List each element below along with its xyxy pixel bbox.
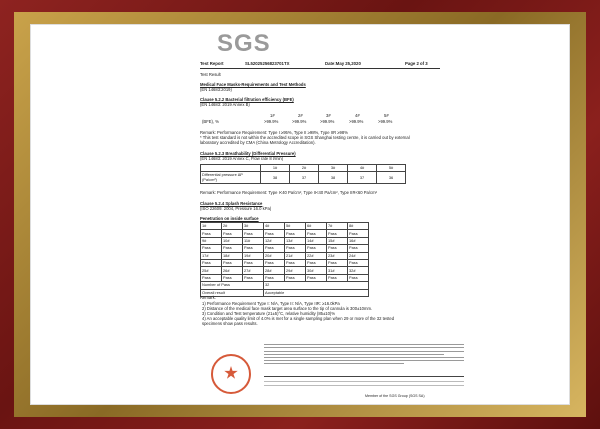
table-cell: 38 xyxy=(261,172,290,184)
table-cell: 10# xyxy=(222,237,243,244)
remark-item: 4) An acceptable quality limit of 4.0% is met for a single sampling plan when 29 or more of the 32 tested xyxy=(202,316,395,321)
table-row xyxy=(201,267,369,274)
table-cell: Pass xyxy=(243,230,264,237)
remark-item: specimens show pass results. xyxy=(202,321,258,326)
table-cell xyxy=(201,165,261,172)
table-cell: Overall result xyxy=(201,289,264,296)
table-cell: 5# xyxy=(285,223,306,230)
table-cell: Pass xyxy=(264,274,285,281)
table-row xyxy=(201,274,369,281)
table-cell: Pass xyxy=(201,230,222,237)
dp-label: Differential pressure ∆P xyxy=(202,172,243,178)
table-cell: 21# xyxy=(285,252,306,259)
table-cell: 3# xyxy=(319,165,348,172)
table-cell: Pass xyxy=(327,245,348,252)
breathability-table xyxy=(200,164,406,184)
table-row xyxy=(201,223,369,230)
report-date: Date:May 25,2020 xyxy=(325,61,361,66)
table-cell: Pass xyxy=(243,245,264,252)
penetration-title: Penetration on inside surface xyxy=(200,216,259,221)
bfe-col: 2# xyxy=(298,113,303,118)
table-row xyxy=(201,245,369,252)
table-cell: 7# xyxy=(327,223,348,230)
table-cell: 14# xyxy=(306,237,327,244)
splash-method: (ISO 22609: 2004, Pressure 16.0 kPa) xyxy=(200,206,272,211)
table-cell: Pass xyxy=(264,245,285,252)
table-cell: 1# xyxy=(261,165,290,172)
table-cell: 2# xyxy=(222,223,243,230)
table-row xyxy=(201,165,406,172)
report-label: Test Report xyxy=(200,61,224,66)
penetration-table xyxy=(200,222,369,297)
splash-title: Clause 5.2.4 Splash Resistance xyxy=(200,201,263,206)
table-cell: 26# xyxy=(222,267,243,274)
table-cell: 4# xyxy=(348,165,377,172)
footer-address xyxy=(264,381,464,382)
table-cell: Pass xyxy=(327,274,348,281)
table-cell: 8# xyxy=(348,223,369,230)
table-cell: 13# xyxy=(285,237,306,244)
table-cell: 3# xyxy=(243,223,264,230)
table-row xyxy=(201,259,369,266)
table-cell: Pass xyxy=(285,274,306,281)
table-cell: 38 xyxy=(319,172,348,184)
bfe-col: 5# xyxy=(384,113,389,118)
table-cell: 1# xyxy=(201,223,222,230)
footer-rule xyxy=(264,376,464,377)
bfe-title: Clause 5.2.2 Bacterial filtration efficiency (BFE) xyxy=(200,97,294,102)
bfe-remark: laboratory accredited by CMA (China Metrology Accreditation). xyxy=(200,140,316,145)
table-cell: Pass xyxy=(306,230,327,237)
table-cell: 29# xyxy=(285,267,306,274)
breathability-title: Clause 5.2.3 Breathability (Differential Pressure) xyxy=(200,151,296,156)
table-cell: Number of Pass xyxy=(201,282,264,289)
bfe-method: (EN 14683: 2019 Annex B) xyxy=(200,102,250,107)
table-cell: Pass xyxy=(348,245,369,252)
bfe-remark: * This test standard is not within the accredited scope in SGS Shanghai testing centre, it is carried out by external xyxy=(200,135,410,140)
table-cell: Pass xyxy=(306,259,327,266)
bfe-value: >99.9% xyxy=(349,119,364,124)
table-cell: Pass xyxy=(285,230,306,237)
table-cell: 36 xyxy=(377,172,406,184)
member-line: Member of the SGS Group (SGS SA) xyxy=(365,394,425,398)
table-cell: Pass xyxy=(222,274,243,281)
header-rule xyxy=(200,68,440,69)
table-cell: Pass xyxy=(306,245,327,252)
section-title: Medical Face Masks-Requirements and Test Methods xyxy=(200,82,306,87)
table-cell: 11# xyxy=(243,237,264,244)
bfe-col: 4# xyxy=(355,113,360,118)
report-number: SL52025256823701TX xyxy=(245,61,290,66)
table-cell: Pass xyxy=(201,259,222,266)
table-cell: 20# xyxy=(264,252,285,259)
remark-item: 1) Performance Requirement Type I: N/A, Type II: N/A, Type IIR: ≥16.0kPa xyxy=(202,301,340,306)
bfe-row-label: (BFE), % xyxy=(202,119,219,124)
table-cell: Acceptable xyxy=(264,289,369,296)
bfe-value: >99.9% xyxy=(378,119,393,124)
table-cell: 12# xyxy=(264,237,285,244)
breathability-method: (EN 14683: 2019 Annex C, Flow rate 8 l/min) xyxy=(200,156,284,161)
table-cell: 24# xyxy=(348,252,369,259)
bfe-value: >99.9% xyxy=(292,119,307,124)
table-cell: Pass xyxy=(264,230,285,237)
table-cell: 2# xyxy=(290,165,319,172)
table-cell: 23# xyxy=(327,252,348,259)
table-cell: 30# xyxy=(306,267,327,274)
bfe-value: >99.9% xyxy=(264,119,279,124)
table-cell: Pass xyxy=(327,230,348,237)
table-cell: 6# xyxy=(306,223,327,230)
table-cell: 4# xyxy=(264,223,285,230)
table-cell: Pass xyxy=(222,259,243,266)
remark-item: 2) Distance of the medical face mask target area surface to the tip of cannula is 300±10mm. xyxy=(202,306,373,311)
table-cell: 37 xyxy=(348,172,377,184)
table-row xyxy=(201,252,369,259)
table-cell: Pass xyxy=(348,230,369,237)
table-cell: Pass xyxy=(285,245,306,252)
table-cell: Pass xyxy=(348,274,369,281)
table-cell: 25# xyxy=(201,267,222,274)
table-cell: 19# xyxy=(243,252,264,259)
legal-fine-print xyxy=(264,342,464,374)
table-cell: 31# xyxy=(327,267,348,274)
table-row xyxy=(201,172,406,184)
table-cell: 5# xyxy=(377,165,406,172)
table-cell: Pass xyxy=(327,259,348,266)
table-row xyxy=(201,237,369,244)
table-cell: 27# xyxy=(243,267,264,274)
table-cell: 28# xyxy=(264,267,285,274)
table-cell: 9# xyxy=(201,237,222,244)
table-cell: 16# xyxy=(348,237,369,244)
table-cell: Pass xyxy=(222,230,243,237)
table-row xyxy=(201,230,369,237)
table-row xyxy=(201,289,369,296)
table-cell: 32# xyxy=(348,267,369,274)
table-cell: 18# xyxy=(222,252,243,259)
remark-item: 3) Condition and Test temperature (21±5)°C, relative humidity (85±10)% xyxy=(202,311,336,316)
table-row xyxy=(201,282,369,289)
table-cell: Pass xyxy=(201,274,222,281)
remarks-title: Remark: xyxy=(200,295,216,300)
table-cell: Pass xyxy=(222,245,243,252)
report-page xyxy=(30,24,570,405)
table-cell: Pass xyxy=(264,259,285,266)
page-number: Page 2 of 3 xyxy=(405,61,428,66)
bfe-remark: Remark: Performance Requirement: Type I ≥95%, Type II ≥98%, Type IIR ≥98% xyxy=(200,130,348,135)
table-cell: Pass xyxy=(243,274,264,281)
bfe-value: >99.9% xyxy=(320,119,335,124)
table-cell: 37 xyxy=(290,172,319,184)
table-cell: Pass xyxy=(306,274,327,281)
footer-address xyxy=(264,385,464,386)
table-cell: 22# xyxy=(306,252,327,259)
dp-unit: (Pa/cm²) xyxy=(202,176,217,182)
section-standard: (EN 14683:2019) xyxy=(200,87,232,92)
table-cell: Pass xyxy=(348,259,369,266)
bfe-col: 1# xyxy=(270,113,275,118)
red-seal-stamp xyxy=(211,354,251,394)
table-cell: Pass xyxy=(285,259,306,266)
table-cell: 32 xyxy=(264,282,369,289)
bfe-col: 3# xyxy=(326,113,331,118)
breathability-remark: Remark: Performance Requirement: Type I<40 Pa/cm², Type II<40 Pa/cm², Type IIR<60 Pa/cm² xyxy=(200,190,377,195)
table-cell xyxy=(201,172,261,184)
table-cell: Pass xyxy=(243,259,264,266)
table-cell: 17# xyxy=(201,252,222,259)
test-result-label: Test Result xyxy=(200,72,221,77)
table-cell: Pass xyxy=(201,245,222,252)
sgs-logo: SGS xyxy=(217,30,271,57)
table-cell: 15# xyxy=(327,237,348,244)
